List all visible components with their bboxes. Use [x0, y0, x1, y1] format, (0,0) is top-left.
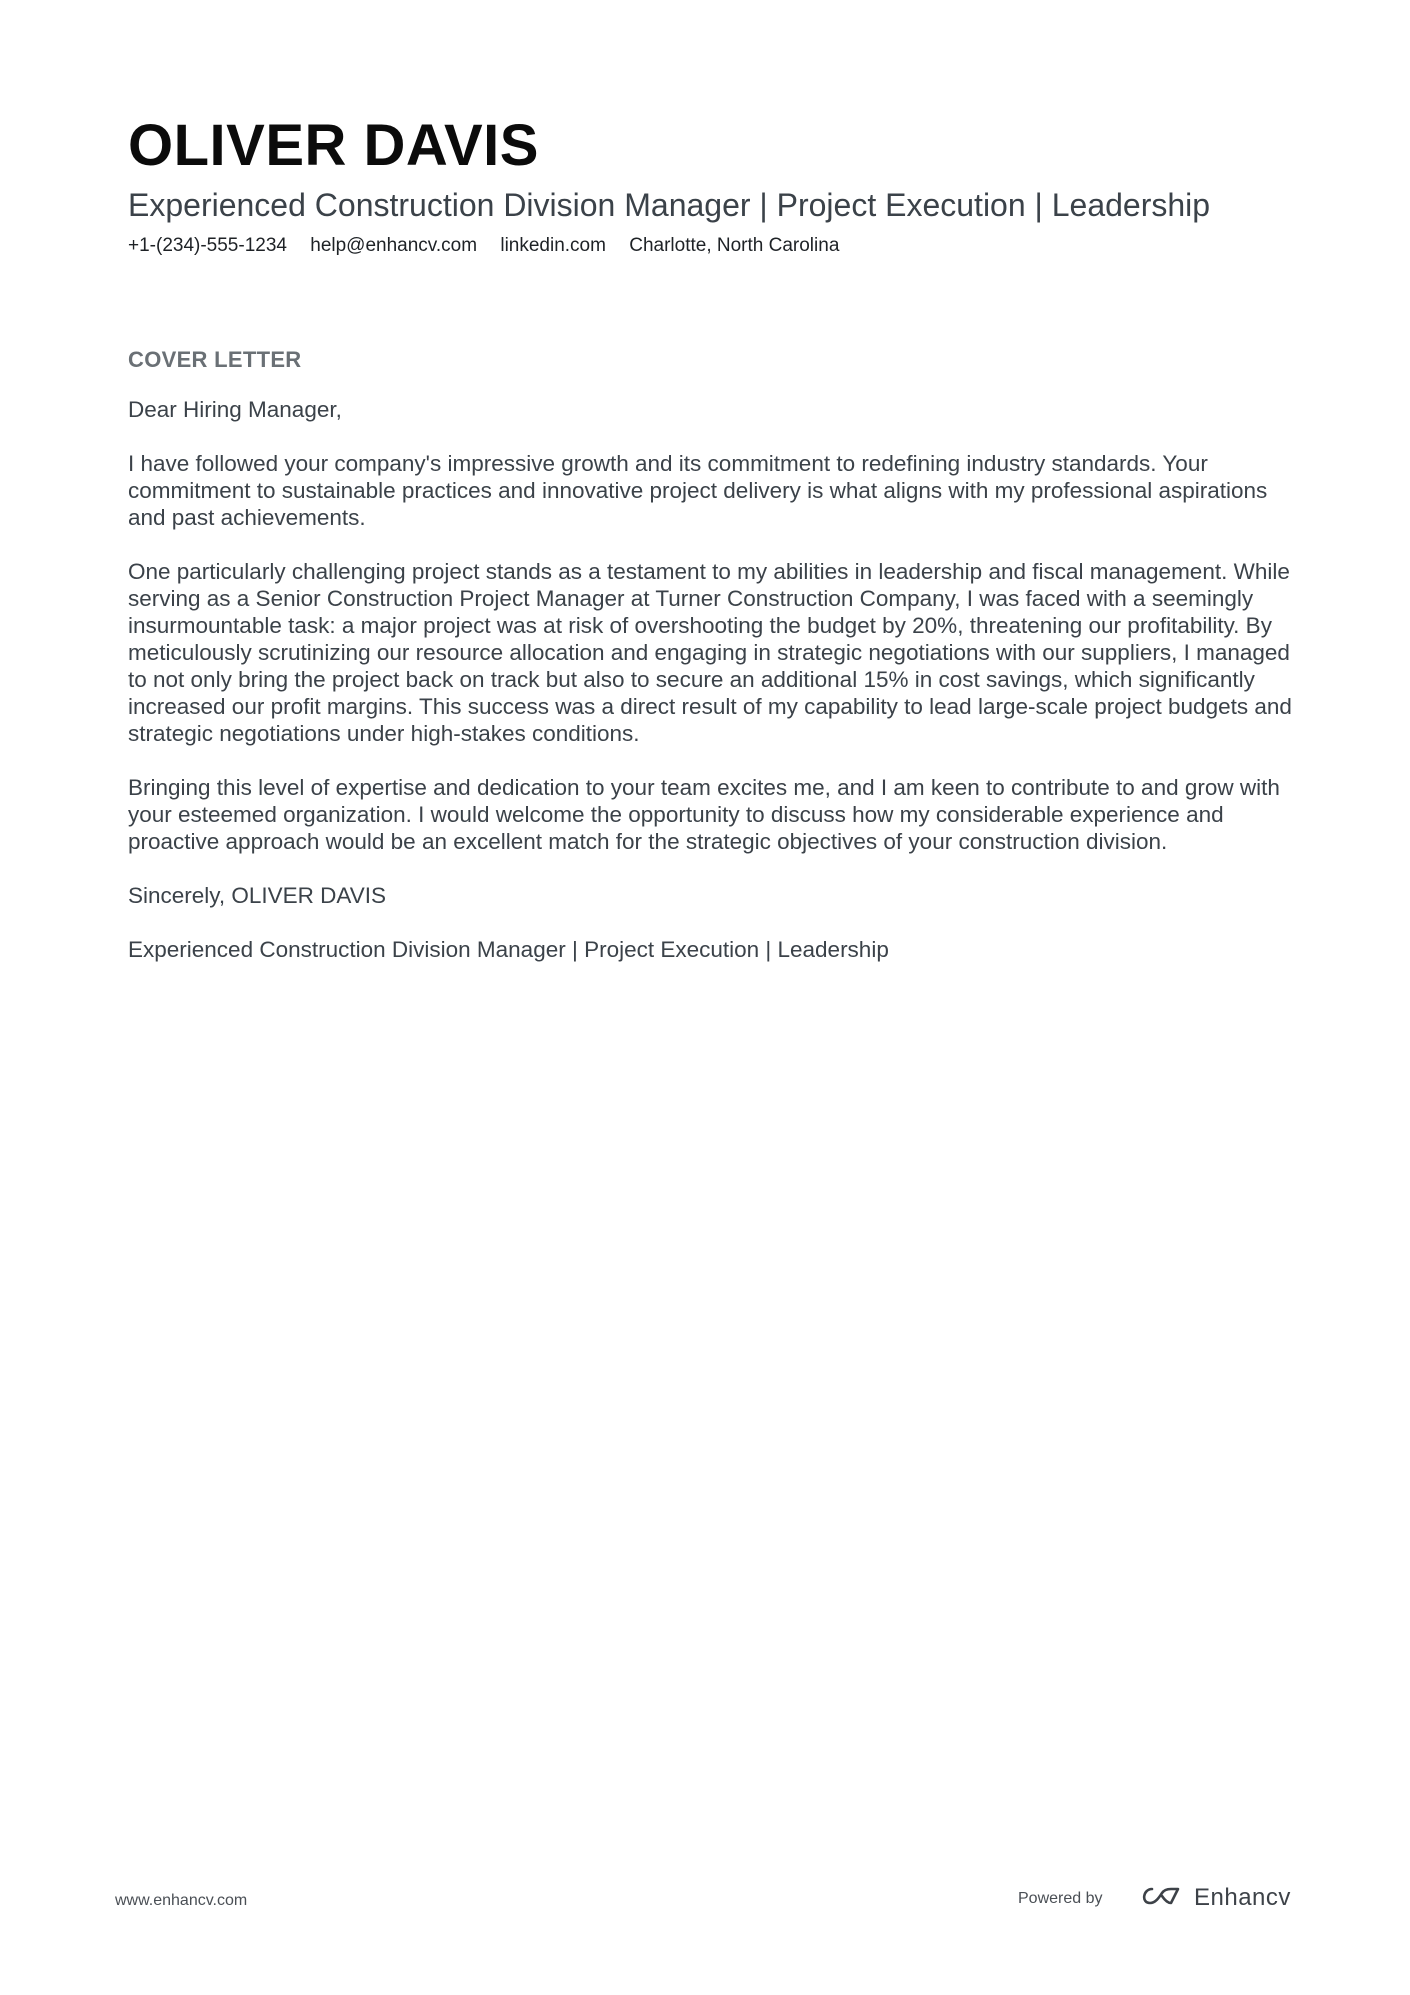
paragraph-3: Bringing this level of expertise and dedication to your team excites me, and I am keen to contribute to and grow with your esteemed organization. I would welcome the opportunity to discuss how my considerable experience and proactive approach would be an excellent match for the strategic objectives of your construction division.	[128, 775, 1280, 854]
phone-number: +1-(234)-555-1234	[128, 235, 287, 256]
enhancv-logo-icon	[1138, 1884, 1184, 1913]
contact-info	[128, 232, 857, 260]
brand-logo	[1138, 1882, 1291, 1914]
brand-name: Enhancv	[1194, 1884, 1291, 1911]
email-address: help@enhancv.com	[310, 235, 478, 256]
greeting: Dear Hiring Manager,	[128, 397, 342, 422]
signature-title: Experienced Construction Division Manager | Project Execution | Leadership	[128, 937, 889, 962]
powered-by-label: Powered by	[1018, 1890, 1103, 1907]
letter-body	[128, 396, 1293, 990]
linkedin-link: linkedin.com	[500, 235, 606, 256]
paragraph-2: One particularly challenging project stands as a testament to my abilities in leadership and fiscal management. While serving as a Senior Construction Project Manager at Turner Construction Company, I was faced with a seemingly insurmountable task: a major project was at risk of overshooting the budget by 20%, threatening our profitability. By meticulously scrutinizing our resource allocation and engaging in strategic negotiations with our suppliers, I managed to not only bring the project back on track but also to secure an additional 15% in cost savings, which significantly increased our profit margins. This success was a direct result of my capability to lead large-scale project budgets and strategic negotiations under high-stakes conditions.	[128, 559, 1292, 746]
paragraph-1: I have followed your company's impressive growth and its commitment to redefining industry standards. Your commitment to sustainable practices and innovative project delivery is what aligns with my professional aspirations and past achievements.	[128, 451, 1268, 530]
candidate-name: OLIVER DAVIS	[128, 113, 539, 178]
location: Charlotte, North Carolina	[629, 235, 840, 256]
footer-website: www.enhancv.com	[115, 1892, 248, 1909]
candidate-headline: Experienced Construction Division Manager | Project Execution | Leadership	[128, 187, 1211, 223]
closing: Sincerely, OLIVER DAVIS	[128, 883, 387, 908]
section-title: COVER LETTER	[128, 347, 302, 372]
